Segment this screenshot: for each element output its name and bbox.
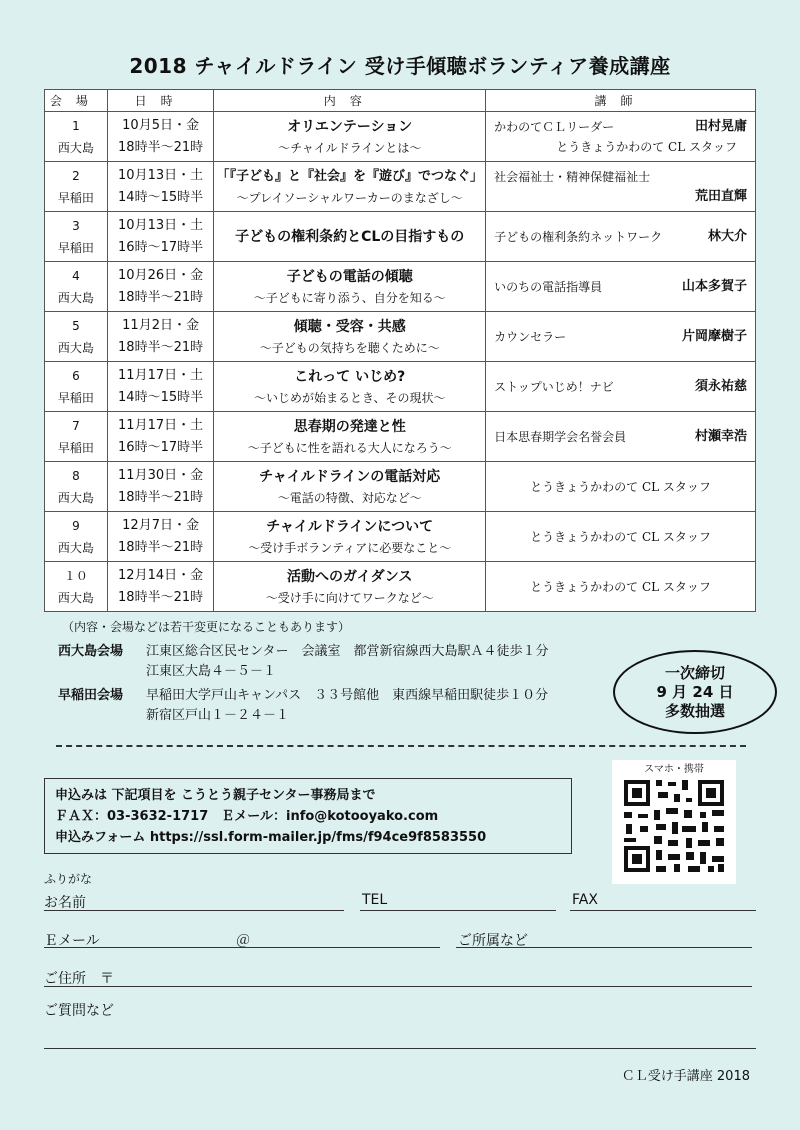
header-venue: 会場 bbox=[45, 90, 108, 112]
session-time: 18時半～21時 bbox=[118, 339, 204, 355]
lecturer-name: 山本多賀子 bbox=[681, 278, 747, 294]
venue-label: 早稲田会場 bbox=[58, 688, 124, 703]
session-time: 14時～15時半 bbox=[118, 189, 204, 205]
topic-title: 傾聴・受容・共感 bbox=[293, 318, 406, 335]
lecturer-cell bbox=[486, 412, 756, 462]
furigana-label: ふりがな bbox=[44, 872, 93, 886]
lecturer-extra: とうきょうかわのて CL スタッフ bbox=[530, 579, 711, 594]
cut-line bbox=[56, 745, 746, 747]
session-number: １０ bbox=[63, 568, 88, 583]
venue-cell bbox=[45, 362, 108, 412]
lecturer-role: 社会福祉士・精神保健福祉士 bbox=[494, 169, 651, 184]
session-time: 14時～15時半 bbox=[118, 389, 204, 405]
content-cell bbox=[214, 462, 486, 512]
lecturer-name: 田村晃庸 bbox=[694, 118, 747, 134]
session-date: 12月7日・金 bbox=[122, 517, 199, 533]
content-cell bbox=[214, 112, 486, 162]
venue-cell bbox=[45, 562, 108, 612]
table-row bbox=[45, 212, 756, 262]
table-row bbox=[45, 312, 756, 362]
content-cell bbox=[214, 512, 486, 562]
tel-label: TEL bbox=[362, 892, 388, 908]
lecturer-cell bbox=[486, 512, 756, 562]
lecturer-role: いのちの電話指導員 bbox=[494, 279, 603, 294]
table-row bbox=[45, 162, 756, 212]
lecturer-cell bbox=[486, 362, 756, 412]
datetime-cell bbox=[107, 212, 214, 262]
topic-title: 思春期の発達と性 bbox=[293, 418, 406, 435]
session-number: 6 bbox=[72, 368, 80, 383]
deadline-date: 9 月 24 日 bbox=[656, 682, 734, 701]
lecturer-name: 片岡摩樹子 bbox=[681, 328, 747, 344]
venue-cell bbox=[45, 162, 108, 212]
lecturer-cell bbox=[486, 112, 756, 162]
deadline-line1: 一次締切 bbox=[664, 663, 725, 682]
content-cell bbox=[214, 312, 486, 362]
address-field[interactable] bbox=[44, 986, 752, 987]
venue-cell bbox=[45, 212, 108, 262]
table-row bbox=[45, 462, 756, 512]
schedule-table bbox=[44, 89, 756, 612]
venue-nishiojima bbox=[58, 642, 548, 682]
lecturer-cell bbox=[486, 212, 756, 262]
venue-label: 西大島会場 bbox=[58, 644, 124, 659]
content-cell bbox=[214, 212, 486, 262]
topic-subtitle: ～子どもの気持ちを聴くために～ bbox=[259, 340, 440, 355]
lecturer-role: かわのてＣＬリーダー bbox=[494, 119, 615, 134]
venue-line2: 江東区大島４－５－１ bbox=[146, 664, 277, 679]
table-row bbox=[45, 412, 756, 462]
lecturer-extra: とうきょうかわのて CL スタッフ bbox=[530, 529, 711, 544]
venue-name: 西大島 bbox=[57, 590, 94, 605]
session-date: 11月17日・土 bbox=[118, 367, 204, 383]
header-datetime: 日時 bbox=[107, 90, 214, 112]
table-row bbox=[45, 512, 756, 562]
datetime-cell bbox=[107, 562, 214, 612]
footer-text: ＣＬ受け手講座 2018 bbox=[621, 1069, 750, 1084]
email-field[interactable] bbox=[44, 947, 440, 948]
table-row bbox=[45, 112, 756, 162]
session-date: 11月30日・金 bbox=[118, 467, 204, 483]
apply-line1: 申込みは 下記項目を こうとう親子センター事務局まで bbox=[55, 788, 376, 803]
qr-code[interactable] bbox=[612, 760, 736, 884]
venue-cell bbox=[45, 512, 108, 562]
venue-line1: 早稲田大学戸山キャンパス ３３号館他 東西線早稲田駅徒歩１０分 bbox=[146, 688, 549, 703]
lecturer-name: 須永祐慈 bbox=[694, 378, 747, 394]
venue-name: 西大島 bbox=[57, 140, 94, 155]
email-at: ＠ bbox=[236, 933, 250, 949]
venue-name: 早稲田 bbox=[57, 240, 94, 255]
email-label: Ｅメール bbox=[44, 933, 100, 949]
lecturer-role: カウンセラー bbox=[494, 329, 567, 344]
questions-field[interactable] bbox=[44, 1048, 756, 1049]
venue-name: 西大島 bbox=[57, 290, 94, 305]
session-number: 4 bbox=[72, 268, 80, 283]
session-date: 11月17日・土 bbox=[118, 417, 204, 433]
lecturer-extra: とうきょうかわのて CL スタッフ bbox=[530, 479, 711, 494]
header-content: 内容 bbox=[214, 90, 486, 112]
schedule-body bbox=[45, 112, 756, 612]
table-row bbox=[45, 562, 756, 612]
venue-cell bbox=[45, 262, 108, 312]
qr-label: スマホ・携帯 bbox=[644, 764, 704, 775]
datetime-cell bbox=[107, 112, 214, 162]
lecturer-cell bbox=[486, 262, 756, 312]
content-cell bbox=[214, 262, 486, 312]
datetime-cell bbox=[107, 312, 214, 362]
venue-name: 西大島 bbox=[57, 340, 94, 355]
lecturer-cell bbox=[486, 462, 756, 512]
address-label: ご住所 〒 bbox=[44, 971, 114, 987]
page-title: 2018 チャイルドライン 受け手傾聴ボランティア養成講座 bbox=[129, 54, 671, 78]
table-row bbox=[45, 262, 756, 312]
affiliation-label: ご所属など bbox=[458, 933, 528, 949]
session-time: 18時半～21時 bbox=[118, 589, 204, 605]
session-number: 8 bbox=[72, 468, 80, 483]
session-time: 16時～17時半 bbox=[118, 239, 204, 255]
datetime-cell bbox=[107, 162, 214, 212]
tel-field[interactable] bbox=[360, 910, 556, 911]
topic-title: これって いじめ? bbox=[294, 368, 406, 385]
venue-waseda bbox=[58, 686, 548, 726]
session-time: 18時半～21時 bbox=[118, 289, 204, 305]
session-number: 3 bbox=[72, 218, 80, 233]
venue-line1: 江東区総合区民センター 会議室 都営新宿線西大島駅Ａ４徒歩１分 bbox=[146, 644, 549, 659]
content-cell bbox=[214, 412, 486, 462]
venue-line2: 新宿区戸山１－２４－１ bbox=[146, 708, 290, 723]
content-cell bbox=[214, 562, 486, 612]
session-date: 10月26日・金 bbox=[118, 267, 204, 283]
name-field[interactable] bbox=[44, 910, 344, 911]
lecturer-extra: とうきょうかわのて CL スタッフ bbox=[556, 139, 737, 154]
apply-box bbox=[44, 778, 572, 854]
session-date: 10月5日・金 bbox=[122, 117, 199, 133]
venue-name: 早稲田 bbox=[57, 190, 94, 205]
topic-subtitle: ～プレイソーシャルワーカーのまなざし～ bbox=[236, 190, 463, 205]
datetime-cell bbox=[107, 462, 214, 512]
datetime-cell bbox=[107, 512, 214, 562]
venue-name: 西大島 bbox=[57, 490, 94, 505]
session-time: 16時～17時半 bbox=[118, 439, 204, 455]
header-lecturer: 講師 bbox=[486, 90, 756, 112]
apply-contact[interactable]: ＦＡＸ：03-3632-1717 Ｅメール：info@kotooyako.com bbox=[55, 809, 439, 824]
lecturer-cell bbox=[486, 162, 756, 212]
lecturer-role: ストップいじめ！ナビ bbox=[494, 379, 614, 394]
topic-title: オリエンテーション bbox=[287, 118, 413, 135]
fax-label: FAX bbox=[572, 892, 598, 908]
topic-subtitle: ～受け手ボランティアに必要なこと～ bbox=[248, 540, 452, 555]
session-date: 10月13日・土 bbox=[118, 217, 204, 233]
table-row bbox=[45, 362, 756, 412]
topic-title: チャイルドラインの電話対応 bbox=[259, 468, 441, 485]
topic-subtitle: ～チャイルドラインとは～ bbox=[278, 140, 422, 155]
session-number: 2 bbox=[72, 168, 80, 183]
topic-subtitle: ～子どもに性を語れる大人になろう～ bbox=[247, 440, 452, 455]
topic-title: 子どもの権利条約とCLの目指すもの bbox=[235, 228, 465, 245]
change-note: （内容・会場などは若干変更になることもあります） bbox=[62, 620, 351, 634]
table-header-row bbox=[45, 90, 756, 112]
venue-cell bbox=[45, 112, 108, 162]
questions-label: ご質問など bbox=[44, 1003, 114, 1019]
lecturer-role: 子どもの権利条約ネットワーク bbox=[494, 229, 663, 244]
topic-title: チャイルドラインについて bbox=[266, 518, 434, 535]
deadline-line3: 多数抽選 bbox=[664, 701, 725, 720]
deadline-badge bbox=[613, 650, 777, 734]
venue-name: 早稲田 bbox=[57, 390, 94, 405]
venue-name: 西大島 bbox=[57, 540, 94, 555]
session-number: 7 bbox=[72, 418, 80, 433]
session-number: 5 bbox=[72, 318, 80, 333]
lecturer-role: 日本思春期学会名誉会員 bbox=[494, 429, 627, 444]
fax-field[interactable] bbox=[570, 910, 756, 911]
name-label: お名前 bbox=[44, 895, 86, 911]
topic-subtitle: ～子どもに寄り添う、自分を知る～ bbox=[253, 290, 446, 305]
topic-subtitle: ～受け手に向けてワークなど～ bbox=[265, 590, 434, 605]
topic-title: 「『子ども』と『社会』を『遊び』でつなぐ」 bbox=[216, 168, 483, 184]
datetime-cell bbox=[107, 412, 214, 462]
topic-title: 子どもの電話の傾聴 bbox=[286, 268, 413, 285]
session-time: 18時半～21時 bbox=[118, 489, 204, 505]
topic-subtitle: ～いじめが始まるとき、その現状～ bbox=[253, 390, 446, 405]
session-time: 18時半～21時 bbox=[118, 139, 204, 155]
lecturer-name: 村瀬幸浩 bbox=[694, 428, 747, 444]
datetime-cell bbox=[107, 262, 214, 312]
session-time: 18時半～21時 bbox=[118, 539, 204, 555]
datetime-cell bbox=[107, 362, 214, 412]
venue-name: 早稲田 bbox=[57, 440, 94, 455]
session-number: 1 bbox=[72, 118, 80, 133]
topic-title: 活動へのガイダンス bbox=[287, 568, 413, 585]
affiliation-field[interactable] bbox=[456, 947, 752, 948]
venue-cell bbox=[45, 412, 108, 462]
lecturer-name: 荒田直輝 bbox=[694, 188, 747, 204]
content-cell bbox=[214, 362, 486, 412]
content-cell bbox=[214, 162, 486, 212]
session-date: 10月13日・土 bbox=[118, 167, 204, 183]
apply-form-link[interactable]: 申込みフォーム https://ssl.form-mailer.jp/fms/f94ce9f8583550 bbox=[55, 830, 487, 845]
lecturer-cell bbox=[486, 562, 756, 612]
session-date: 12月14日・金 bbox=[118, 567, 204, 583]
session-date: 11月2日・金 bbox=[122, 317, 199, 333]
venue-cell bbox=[45, 312, 108, 362]
lecturer-name: 林大介 bbox=[707, 228, 747, 244]
topic-subtitle: ～電話の特徴、対応など～ bbox=[277, 490, 422, 505]
venue-cell bbox=[45, 462, 108, 512]
lecturer-cell bbox=[486, 312, 756, 362]
session-number: 9 bbox=[72, 518, 80, 533]
